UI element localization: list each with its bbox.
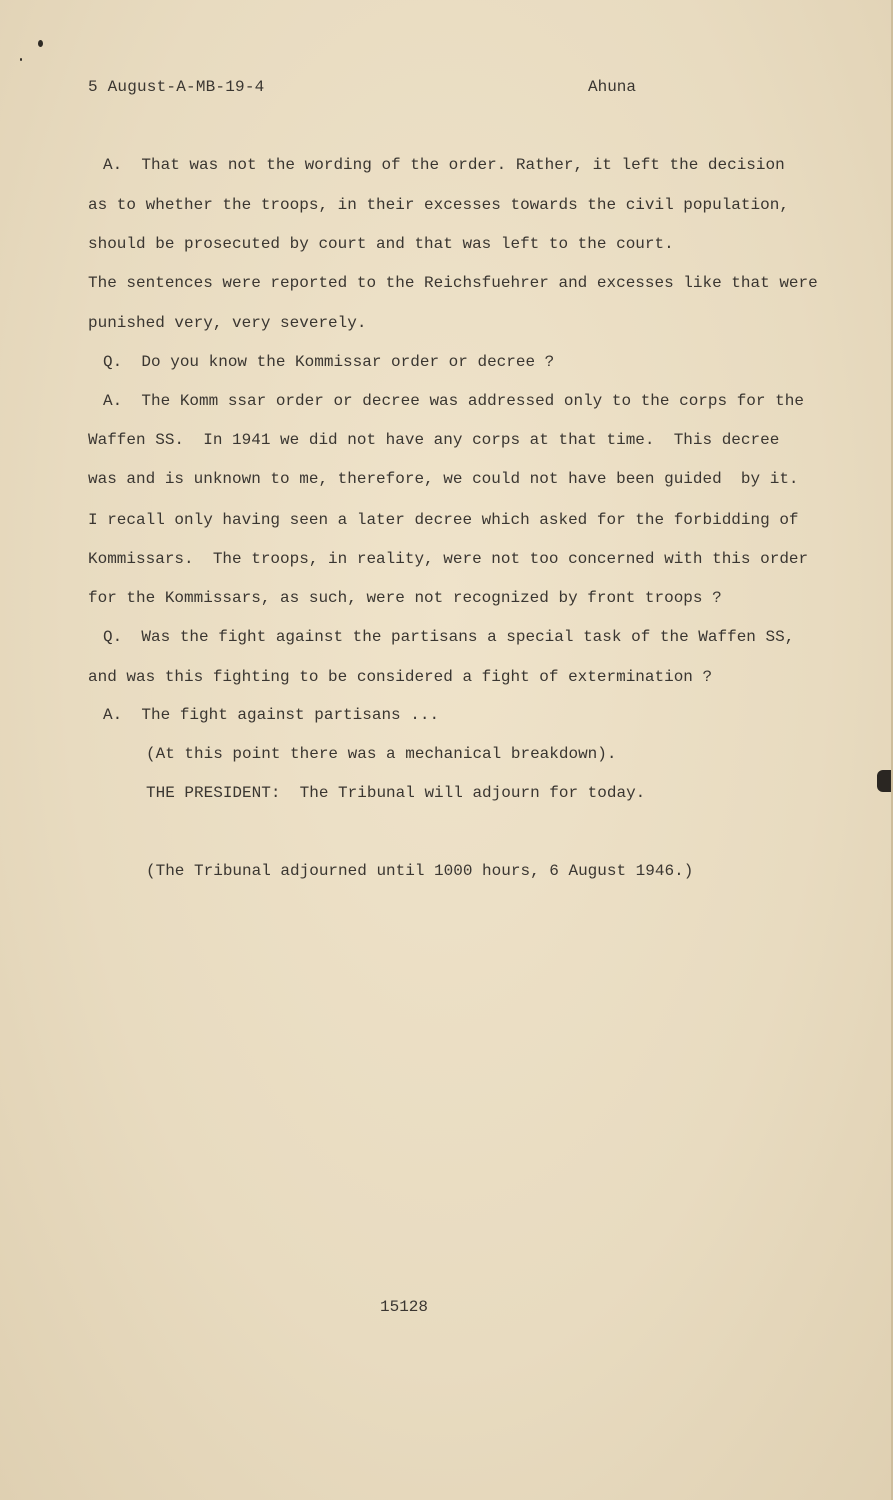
page-number: 15128 bbox=[380, 1298, 429, 1316]
transcript-line: I recall only having seen a later decree which asked for the forbidding of bbox=[88, 511, 799, 529]
transcript-line: A. The Komm ssar order or decree was addressed only to the corps for the bbox=[103, 392, 804, 410]
interpreter-name: Ahuna bbox=[588, 78, 637, 96]
transcript-line: and was this fighting to be considered a fight of extermination ? bbox=[88, 668, 713, 686]
transcript-line: A. The fight against partisans ... bbox=[103, 706, 440, 724]
binder-clip-mark bbox=[877, 770, 891, 792]
transcript-line: was and is unknown to me, therefore, we could not have been guided by it. bbox=[88, 470, 799, 488]
document-reference: 5 August-A-MB-19-4 bbox=[88, 78, 265, 96]
transcript-line: THE PRESIDENT: The Tribunal will adjourn for today. bbox=[146, 784, 646, 802]
transcript-line: The sentences were reported to the Reichsfuehrer and excesses like that were bbox=[88, 274, 818, 292]
transcript-line: (The Tribunal adjourned until 1000 hours, 6 August 1946.) bbox=[146, 862, 694, 880]
transcript-line: for the Kommissars, as such, were not recognized by front troops ? bbox=[88, 589, 722, 607]
ink-speck bbox=[38, 40, 43, 47]
transcript-line: Q. Do you know the Kommissar order or decree ? bbox=[103, 353, 555, 371]
transcript-line: as to whether the troops, in their excesses towards the civil population, bbox=[88, 196, 789, 214]
transcript-line: punished very, very severely. bbox=[88, 314, 367, 332]
transcript-line: A. That was not the wording of the order. Rather, it left the decision bbox=[103, 156, 785, 174]
transcript-line: should be prosecuted by court and that was left to the court. bbox=[88, 235, 674, 253]
transcript-line: Q. Was the fight against the partisans a special task of the Waffen SS, bbox=[103, 628, 795, 646]
transcript-line: (At this point there was a mechanical breakdown). bbox=[146, 745, 617, 763]
ink-speck bbox=[20, 58, 22, 61]
transcript-line: Kommissars. The troops, in reality, were not too concerned with this order bbox=[88, 550, 809, 568]
transcript-line: Waffen SS. In 1941 we did not have any corps at that time. This decree bbox=[88, 431, 780, 449]
